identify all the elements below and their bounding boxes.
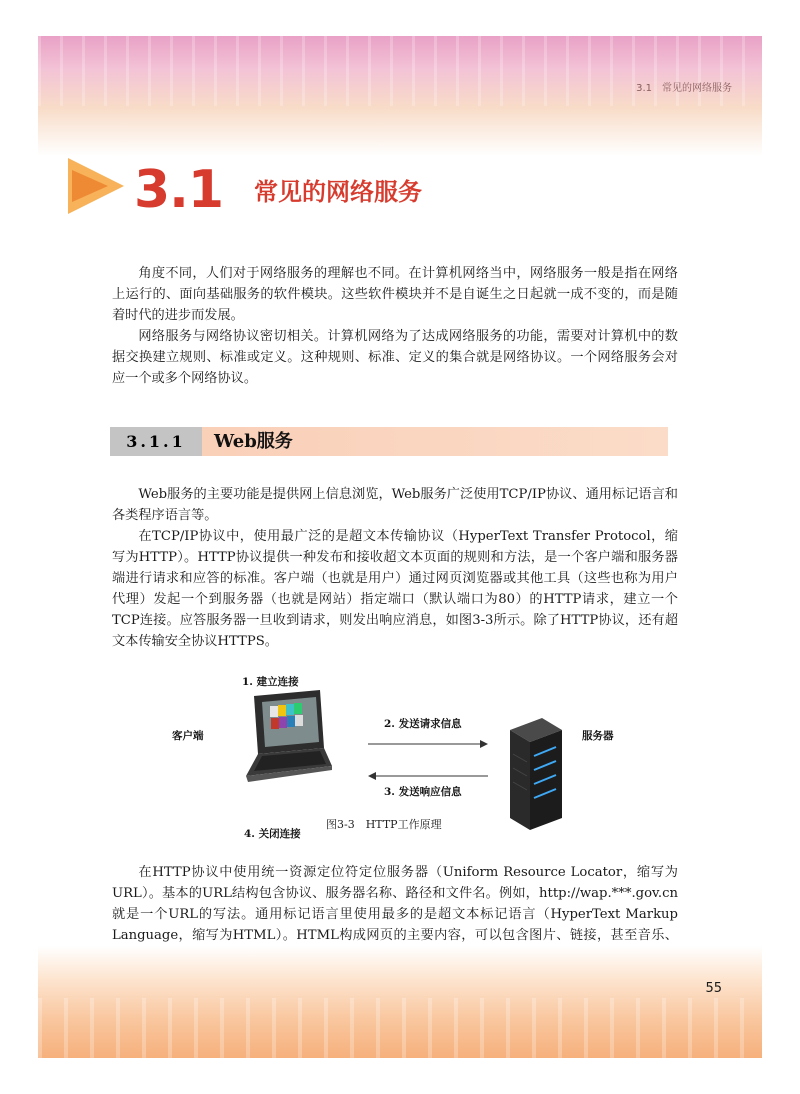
label-response: 3. 发送响应信息 [384,786,462,798]
label-client: 客户端 [172,730,204,742]
server-icon [510,718,562,830]
http-diagram [200,670,640,840]
request-arrow-icon [480,740,488,748]
page-footer-band [38,946,762,1058]
after-paragraph-1: 在HTTP协议中使用统一资源定位符定位服务器（Uniform Resource Locator，缩写为URL）。基本的URL结构包含协议、服务器名称、路径和文件名。例如，http://wap.***.gov.cn就是一个URL的写法。通用标记语言里使用最多的是超文本标记语言（HyperText Markup Language，缩写为HTML）。HTML构成网页的主要内容，可以包含图片、链接，甚至音乐、 [112,865,678,943]
label-connect: 1. 建立连接 [242,676,299,688]
intro-paragraph-2: 网络服务与网络协议密切相关。计算机网络为了达成网络服务的功能，需要对计算机中的数据交换建立规则、标准或定义。这种规则、标准、定义的集合就是网络协议。一个网络服务会对应一个或多个网络协议。 [112,329,678,386]
section-paragraph-2: 在TCP/IP协议中，使用最广泛的是超文本传输协议（HyperText Transfer Protocol，缩写为HTTP）。HTTP协议提供一种发布和接收超文本页面的规则和方法，是一个客户端和服务器端进行请求和应答的标准。客户端（也就是用户）通过网页浏览器或其他工具（这些也称为用户代理）发起一个到服务器（也就是网站）指定端口（默认端口为80）的HTTP请求，建立一个TCP连接。应答服务器一旦收到请求，则发出响应消息，如图3-3所示。除了HTTP协议，还有超文本传输安全协议HTTPS。 [112,529,678,649]
intro-paragraph-1: 角度不同，人们对于网络服务的理解也不同。在计算机网络当中，网络服务一般是指在网络上运行的、面向基础服务的软件模块。这些软件模块并不是自诞生之日起就一成不变的，而是随着时代的进步而发展。 [112,266,678,323]
running-header: 3.1 常见的网络服务 [636,83,732,94]
page-header-band [38,36,762,156]
label-request: 2. 发送请求信息 [384,718,462,730]
footer-texture [38,998,762,1058]
chapter-title: 常见的网络服务 [254,178,422,206]
section-paragraph-1: Web服务的主要功能是提供网上信息浏览，Web服务广泛使用TCP/IP协议、通用标记语言和各类程序语言等。 [112,487,678,523]
laptop-icon [246,690,332,782]
http-figure [172,670,640,840]
label-close: 4. 关闭连接 [244,828,301,840]
page-number: 55 [705,981,722,996]
response-arrow-icon [368,772,376,780]
section-title: Web服务 [214,431,293,452]
chapter-number: 3.1 [134,160,224,220]
chapter-arrow-icon [62,156,132,216]
section-number: 3.1.1 [110,427,202,456]
header-texture [38,36,762,106]
label-server: 服务器 [582,730,614,742]
book-page [38,36,762,1058]
figure-caption: 图3-3 HTTP工作原理 [326,818,442,831]
section-heading [110,427,668,456]
